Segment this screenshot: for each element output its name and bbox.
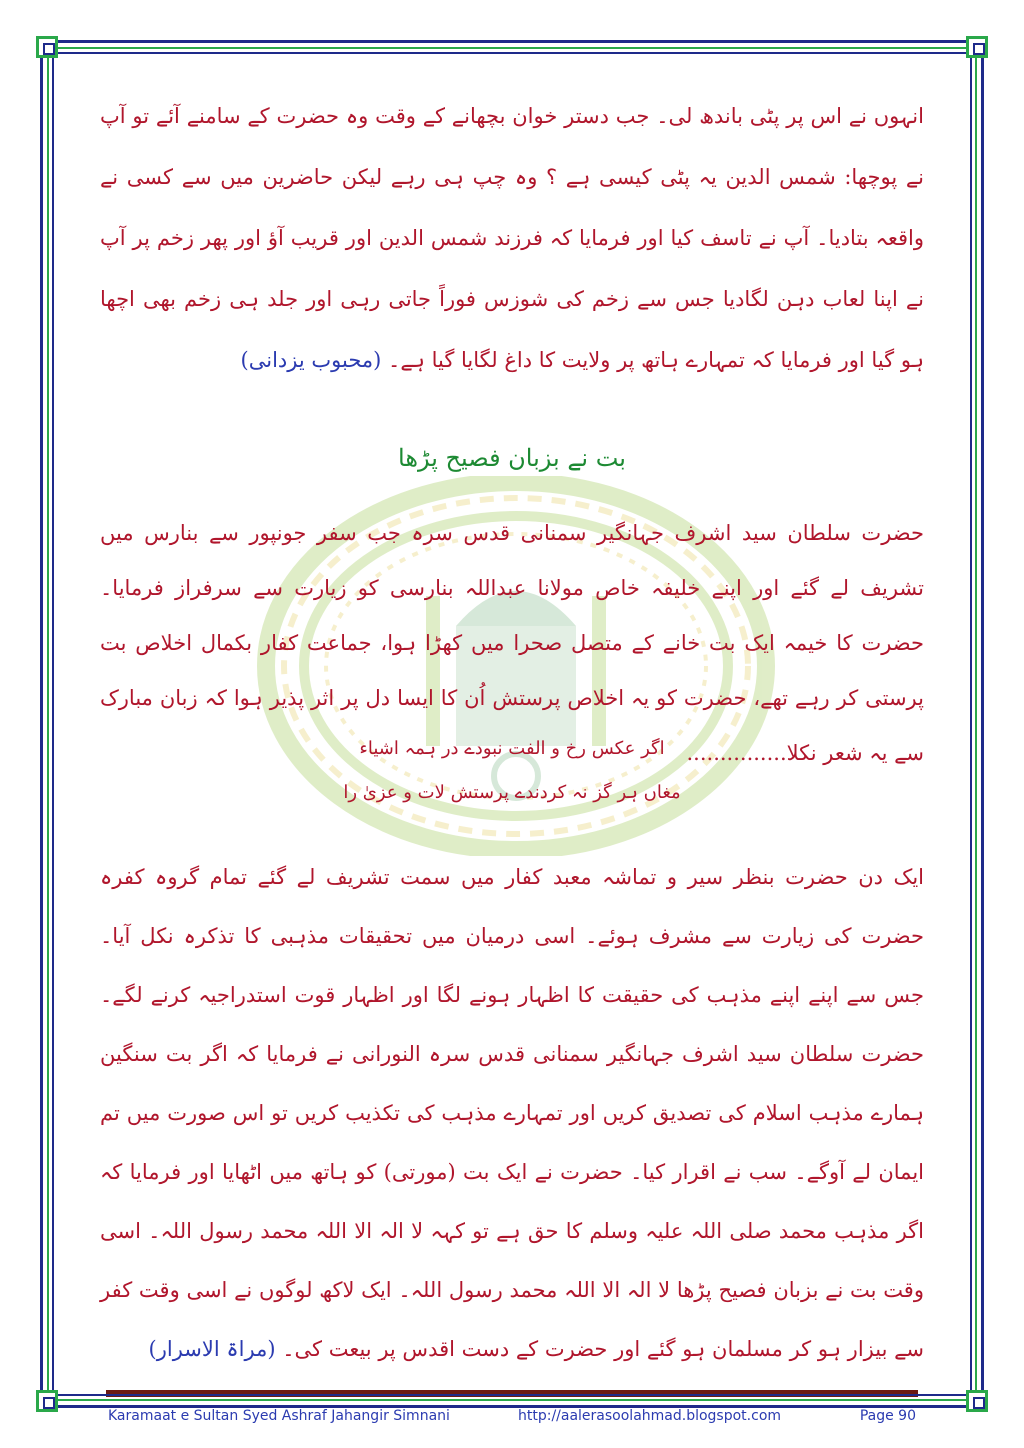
paragraph-miracle bbox=[100, 848, 924, 1379]
reference-miratul-asrar: (مراۃ الاسرار) bbox=[148, 1337, 276, 1361]
couplet-line-2: مغاں ہر گز نہ کردندے پرستش لات و عزیٰ را bbox=[343, 782, 681, 803]
footer-url-link[interactable]: http://aalerasoolahmad.blogspot.com bbox=[518, 1408, 782, 1424]
footer-divider-thin bbox=[106, 1396, 918, 1397]
section-heading: بت نے بزبان فصیح پڑھا bbox=[398, 444, 626, 472]
corner-ornament-bottom-right bbox=[966, 1390, 988, 1412]
footer-divider-thick bbox=[106, 1390, 918, 1394]
paragraph-miracle-text: ایک دن حضرت بنظر سیر و تماشہ معبد کفار میں سمت تشریف لے گئے تمام گروہ کفرہ حضرت کی زیارت سے مشرف ہوئے۔ اسی درمیان میں تحقیقات مذہبی کا تذکرہ نکل آیا۔ جس سے اپنے اپنے مذہب کی حقیقت کا اظہار ہونے لگا اور اظہار قوت استدراجیہ کرنے لگے۔ حضرت سلطان سید اشرف جہانگیر سمنانی قدس سرہ النورانی نے فرمایا کہ اگر بت سنگین ہمارے مذہب اسلام کی تصدیق کریں اور تمہارے مذہب کی تکذیب کریں تو اس صورت میں تم ایمان لے آوگے۔ سب نے اقرار کیا۔ حضرت نے ایک بت (مورتی) کو ہاتھ میں اٹھایا اور فرمایا کہ اگر مذہب محمد صلی اللہ علیہ وسلم کا حق ہے تو کہہ لا الہ الا اللہ محمد رسول اللہ۔ اسی وقت بت نے بزبان فصیح پڑھا لا الہ الا اللہ محمد رسول اللہ۔ ایک لاکھ لوگوں نے اسی وقت کفر سے بیزار ہو کر مسلمان ہو گئے اور حضرت کے دست اقدس پر بیعت کی۔ bbox=[100, 865, 924, 1361]
footer-page-number: Page 90 bbox=[859, 1408, 916, 1424]
footer-book-title: Karamaat e Sultan Syed Ashraf Jahangir Simnani bbox=[108, 1408, 450, 1424]
couplet-line-1: اگر عکس رخ و الفت نبودے در ہمہ اشیاء bbox=[359, 738, 665, 759]
paragraph-intro-text: انہوں نے اس پر پٹی باندھ لی۔ جب دستر خوان بچھانے کے وقت وہ حضرت کے سامنے آئے تو آپ نے پوچھا: شمس الدین یہ پٹی کیسی ہے ؟ وہ چپ ہی رہے لیکن حاضرین میں سے کسی نے واقعہ بتادیا۔ آپ نے تاسف کیا اور فرمایا کہ فرزند شمس الدین اور قریب آؤ اور پھر زخم پر آپ نے اپنا لعاب دہن لگادیا جس سے زخم کی شوزس فوراً جاتی رہی اور جلد ہی زخم بھی اچھا ہو گیا اور فرمایا کہ تمہارے ہاتھ پر ولایت کا داغ لگایا گیا ہے۔ bbox=[100, 104, 924, 372]
corner-ornament-top-right bbox=[966, 36, 988, 58]
reference-mahboob-yazdani: (محبوب یزدانی) bbox=[240, 348, 382, 372]
paragraph-intro bbox=[100, 86, 924, 391]
corner-ornament-bottom-left bbox=[36, 1390, 58, 1412]
paragraph-visit: حضرت سلطان سید اشرف جہانگیر سمنانی قدس سرہ جب سفر جونپور سے بنارس میں تشریف لے گئے اور اپنے خلیفہ خاص مولانا عبداللہ بنارسی کو زیارت سے سرفراز فرمایا۔ حضرت کا خیمہ ایک بت خانے کے متصل صحرا میں کھڑا ہوا، جماعت کفار بکمال اخلاص بت پرستی کر رہے تھے، حضرت کو یہ اخلاص پرستش اُن کا ایسا دل پر اثر پذیر ہوا کہ زبان مبارک سے یہ شعر نکلا............... bbox=[100, 521, 924, 765]
corner-ornament-top-left bbox=[36, 36, 58, 58]
page-footer bbox=[108, 1408, 916, 1430]
